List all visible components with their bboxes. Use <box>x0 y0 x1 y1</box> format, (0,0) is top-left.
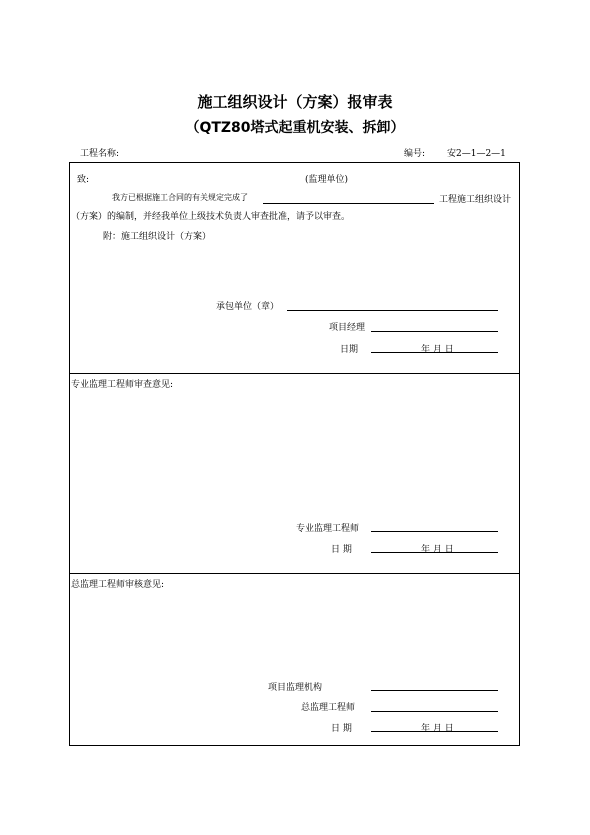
statement-part3: （方案）的编制，并经我单位上级技术负责人审查批准，请予以审查。 <box>71 212 351 222</box>
section-divider-1 <box>69 373 520 374</box>
date-line-1 <box>371 352 498 353</box>
date-value-2: 年 月 日 <box>421 545 454 555</box>
project-blank-line <box>263 203 434 204</box>
date-line-3 <box>371 731 498 732</box>
to-label: 致: <box>77 175 90 185</box>
project-name-label: 工程名称: <box>80 149 120 159</box>
page-subtitle: （QTZ80塔式起重机安装、拆卸） <box>185 120 405 136</box>
engineer-line <box>371 531 498 532</box>
date-line-2 <box>371 552 498 553</box>
manager-label: 项目经理 <box>329 323 366 333</box>
date-value-1: 年 月 日 <box>421 345 454 355</box>
date-label-2: 日 期 <box>331 545 352 555</box>
page-title: 施工组织设计（方案）报审表 <box>197 93 393 111</box>
contractor-line <box>287 310 498 311</box>
chief-label: 总监理工程师 <box>301 703 356 713</box>
engineer-label: 专业监理工程师 <box>296 524 360 534</box>
form-frame <box>69 162 520 746</box>
statement-part2: 工程施工组织设计 <box>439 195 512 205</box>
section2-heading: 专业监理工程师审查意见: <box>71 380 174 390</box>
supervisor-unit-label: (监理单位) <box>305 175 349 185</box>
statement-part1: 我方已根据施工合同的有关规定完成了 <box>112 193 248 202</box>
date-label-1: 日期 <box>340 345 359 355</box>
contractor-label: 承包单位（章） <box>216 302 280 312</box>
number-label: 编号: <box>404 149 426 159</box>
manager-line <box>371 331 498 332</box>
org-line <box>371 690 498 691</box>
date-label-3: 日 期 <box>331 724 352 734</box>
attachment-label: 附：施工组织设计（方案） <box>103 232 212 242</box>
chief-line <box>371 711 498 712</box>
date-value-3: 年 月 日 <box>421 724 454 734</box>
section3-heading: 总监理工程师审核意见: <box>71 580 165 590</box>
number-value: 安2—1—2—1 <box>447 149 506 159</box>
section-divider-2 <box>69 573 520 574</box>
org-label: 项目监理机构 <box>268 683 323 693</box>
